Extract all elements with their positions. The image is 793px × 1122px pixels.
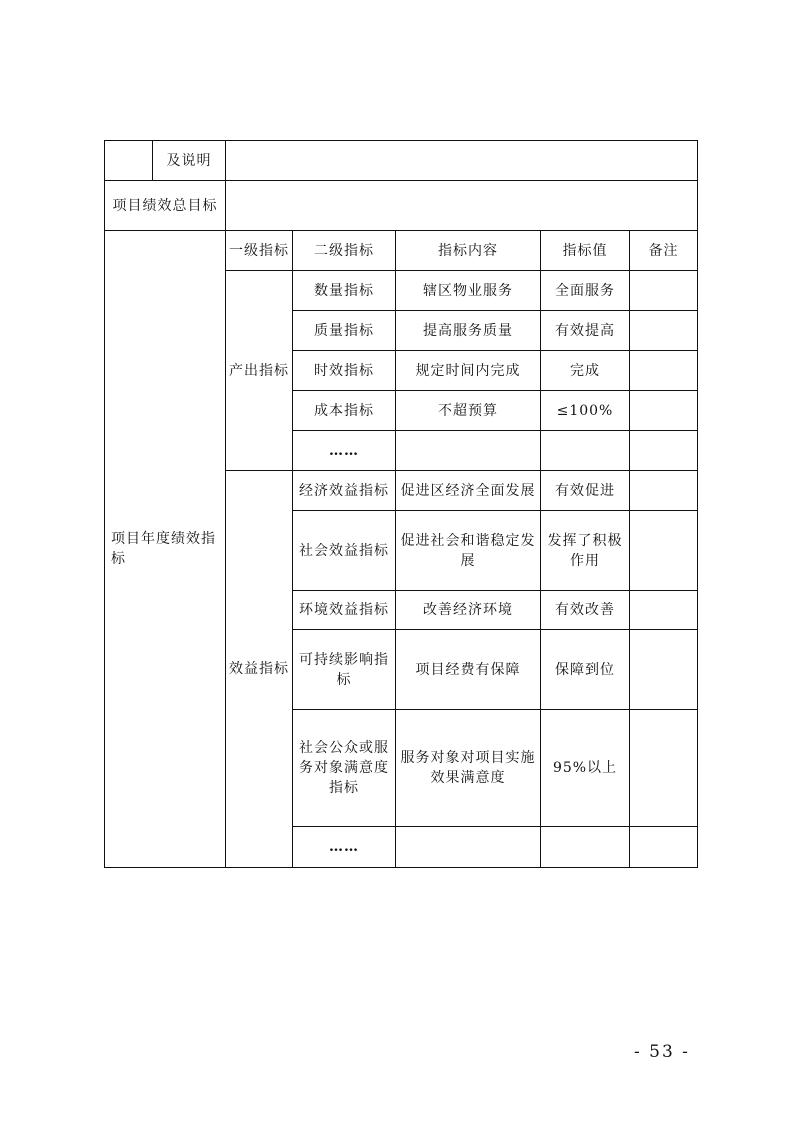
benefit-remark bbox=[630, 471, 698, 511]
total-goal-label: 项目绩效总目标 bbox=[105, 181, 226, 231]
benefit-level2: 环境效益指标 bbox=[293, 591, 396, 630]
benefit-value: 有效促进 bbox=[541, 471, 630, 511]
benefit-value: 有效改善 bbox=[541, 591, 630, 630]
output-remark bbox=[630, 431, 698, 471]
output-level2: 质量指标 bbox=[293, 311, 396, 351]
output-remark bbox=[630, 351, 698, 391]
benefit-value: 95%以上 bbox=[541, 710, 630, 827]
benefit-remark bbox=[630, 630, 698, 710]
output-level2: 时效指标 bbox=[293, 351, 396, 391]
header-content: 指标内容 bbox=[396, 231, 541, 271]
benefit-content: 促进区经济全面发展 bbox=[396, 471, 541, 511]
explain-label: 及说明 bbox=[153, 141, 226, 181]
benefit-remark bbox=[630, 710, 698, 827]
output-remark bbox=[630, 271, 698, 311]
output-value bbox=[541, 431, 630, 471]
benefit-value bbox=[541, 827, 630, 868]
benefit-content: 促进社会和谐稳定发展 bbox=[396, 511, 541, 591]
output-content: 不超预算 bbox=[396, 391, 541, 431]
output-value: 全面服务 bbox=[541, 271, 630, 311]
output-level2: 成本指标 bbox=[293, 391, 396, 431]
output-value: 完成 bbox=[541, 351, 630, 391]
benefit-content: 改善经济环境 bbox=[396, 591, 541, 630]
benefit-level2-ellipsis: …… bbox=[293, 827, 396, 868]
header-level1: 一级指标 bbox=[226, 231, 293, 271]
benefit-level2: 可持续影响指标 bbox=[293, 630, 396, 710]
output-content bbox=[396, 431, 541, 471]
benefit-remark bbox=[630, 591, 698, 630]
header-level2: 二级指标 bbox=[293, 231, 396, 271]
total-goal-value bbox=[226, 181, 698, 231]
header-remark: 备注 bbox=[630, 231, 698, 271]
benefit-content bbox=[396, 827, 541, 868]
output-value: 有效提高 bbox=[541, 311, 630, 351]
benefit-remark bbox=[630, 511, 698, 591]
blank-cell bbox=[105, 141, 153, 181]
explain-value bbox=[226, 141, 698, 181]
output-content: 提高服务质量 bbox=[396, 311, 541, 351]
benefit-level2: 经济效益指标 bbox=[293, 471, 396, 511]
output-remark bbox=[630, 391, 698, 431]
output-level2: 数量指标 bbox=[293, 271, 396, 311]
benefit-level2: 社会效益指标 bbox=[293, 511, 396, 591]
benefit-content: 服务对象对项目实施效果满意度 bbox=[396, 710, 541, 827]
benefit-value: 发挥了积极作用 bbox=[541, 511, 630, 591]
output-level2-ellipsis: …… bbox=[293, 431, 396, 471]
output-indicator-label: 产出指标 bbox=[226, 271, 293, 471]
benefit-content: 项目经费有保障 bbox=[396, 630, 541, 710]
output-remark bbox=[630, 311, 698, 351]
output-content: 规定时间内完成 bbox=[396, 351, 541, 391]
output-content: 辖区物业服务 bbox=[396, 271, 541, 311]
annual-indicator-label: 项目年度绩效指标 bbox=[105, 231, 226, 868]
benefit-level2: 社会公众或服务对象满意度指标 bbox=[293, 710, 396, 827]
output-value: ≤100% bbox=[541, 391, 630, 431]
page-number: - 53 - bbox=[634, 1042, 690, 1062]
benefit-remark bbox=[630, 827, 698, 868]
benefit-indicator-label: 效益指标 bbox=[226, 471, 293, 868]
performance-table bbox=[104, 140, 698, 868]
header-value: 指标值 bbox=[541, 231, 630, 271]
benefit-value: 保障到位 bbox=[541, 630, 630, 710]
